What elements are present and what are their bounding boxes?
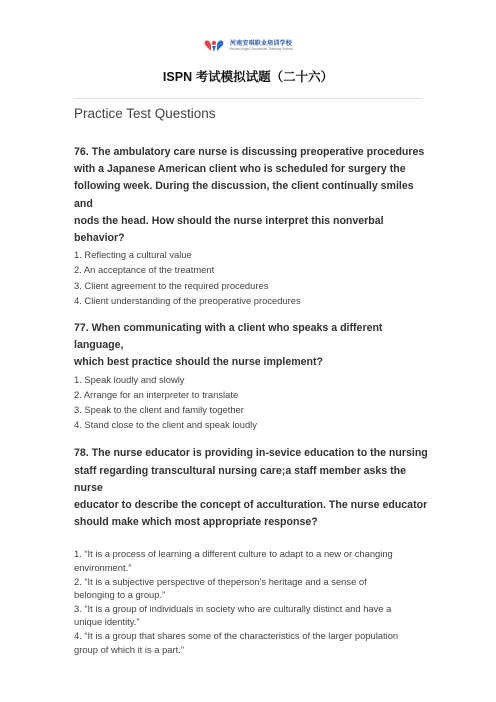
question-77 xyxy=(74,320,434,432)
answer-option-continued: environment.” xyxy=(74,562,132,574)
answer-option: 4. “It is a group that shares some of the characteristics of the larger population xyxy=(74,630,399,642)
school-logo-icon xyxy=(203,38,225,54)
logo-english-name: Henan Angel Vocational Training School xyxy=(229,46,293,51)
question-line: 76. The ambulatory care nurse is discussing preoperative procedures xyxy=(74,146,425,158)
question-list xyxy=(74,144,434,656)
answer-option: 3. Speak to the client and family together xyxy=(74,404,244,416)
question-line: with a Japanese American client who is scheduled for surgery the xyxy=(74,163,406,176)
answer-option: 2. Arrange for an interpreter to translate xyxy=(74,388,239,400)
section-title: Practice Test Questions xyxy=(74,106,216,121)
question-line: staff regarding transcultural nursing care;a staff member asks the nurse xyxy=(74,464,407,494)
question-76 xyxy=(74,144,434,308)
answer-option: 3. “It is a group of individuals in society who are culturally distinct and have a xyxy=(74,602,392,614)
question-line: following week. During the discussion, the client continually smiles and xyxy=(74,180,414,210)
question-line: 78. The nurse educator is providing in-sevice education to the nursing xyxy=(74,447,428,460)
answer-option-continued: group of which it is a part.” xyxy=(74,643,184,655)
question-line: which best practice should the nurse implement? xyxy=(74,356,323,369)
document-title: ISPN 考试模拟试题（二十六） xyxy=(162,70,334,84)
answer-option: 4. Stand close to the client and speak loudly xyxy=(74,419,257,431)
answer-option: 1. Reflecting a cultural value xyxy=(74,249,192,261)
answer-option: 2. An acceptance of the treatment xyxy=(74,264,215,276)
answer-option: 1. “It is a process of learning a different culture to adapt to a new or changing xyxy=(74,548,393,560)
answer-option: 4. Client understanding of the preoperative procedures xyxy=(74,294,301,306)
question-line: should make which most appropriate response? xyxy=(74,516,318,529)
logo-chinese-name: 河南安琪职业培训学校 xyxy=(229,40,292,47)
question-line: educator to describe the concept of acculturation. The nurse educator xyxy=(74,499,428,512)
question-line: 77. When communicating with a client who speaks a different language, xyxy=(74,322,383,352)
question-line: nods the head. How should the nurse interpret this nonverbal behavior? xyxy=(74,214,384,245)
divider xyxy=(74,98,422,99)
answer-option: 2. “It is a subjective perspective of theperson’s heritage and a sense of xyxy=(74,575,367,587)
answer-option-continued: belonging to a group.” xyxy=(74,589,166,601)
logo xyxy=(0,38,496,59)
answer-option-continued: unique identity.” xyxy=(74,616,140,628)
answer-option: 1. Speak loudly and slowly xyxy=(74,373,185,385)
answer-option: 3. Client agreement to the required procedures xyxy=(74,279,269,291)
question-78 xyxy=(74,445,434,656)
